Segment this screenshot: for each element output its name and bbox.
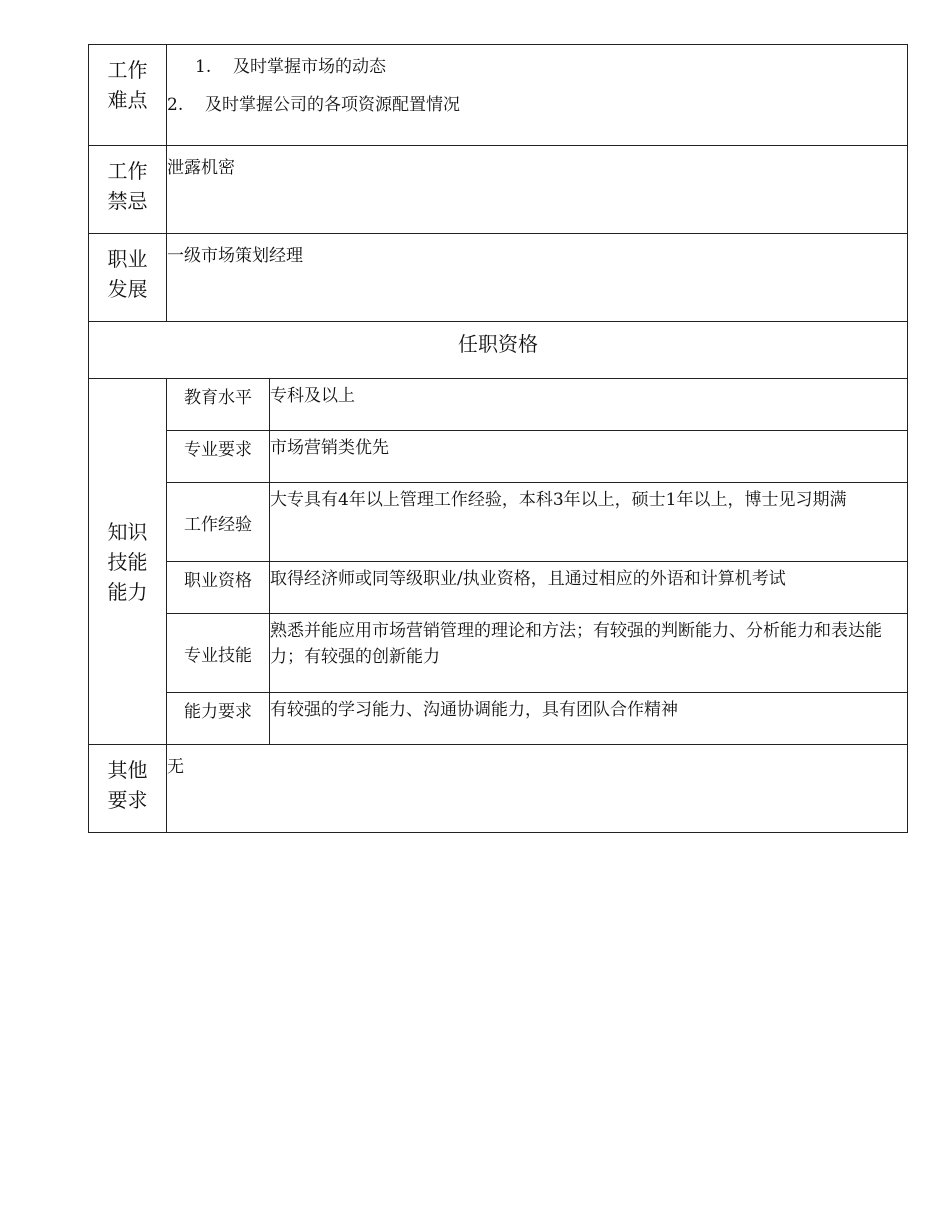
major-label: 专业要求 <box>167 431 270 483</box>
experience-label: 工作经验 <box>167 483 270 562</box>
difficulty-content <box>167 45 908 146</box>
taboo-label-line2: 禁忌 <box>107 189 148 213</box>
career-label <box>89 234 167 322</box>
certification-label: 职业资格 <box>167 562 270 614</box>
difficulty-item-1-text: 及时掌握市场的动态 <box>233 57 386 77</box>
qualifications-title: 任职资格 <box>89 322 908 379</box>
other-content: 无 <box>167 745 908 833</box>
career-label-line1: 职业 <box>107 247 148 271</box>
other-label-line2: 要求 <box>107 788 148 812</box>
job-description-table <box>88 44 908 833</box>
group-label-line3: 能力 <box>107 579 148 604</box>
qualification-row <box>89 379 908 431</box>
difficulty-item-2-text: 及时掌握公司的各项资源配置情况 <box>205 95 460 115</box>
qualification-row <box>89 693 908 745</box>
qualification-row <box>89 483 908 562</box>
taboo-row <box>89 146 908 234</box>
certification-value: 取得经济师或同等级职业/执业资格，且通过相应的外语和计算机考试 <box>270 562 908 614</box>
taboo-label <box>89 146 167 234</box>
difficulty-item-1 <box>167 55 907 79</box>
taboo-label-line1: 工作 <box>107 159 148 183</box>
difficulty-item-1-num: 1. <box>195 57 212 77</box>
education-label: 教育水平 <box>167 379 270 431</box>
group-label-line1: 知识 <box>107 519 148 544</box>
difficulty-item-2 <box>167 93 907 117</box>
professional-skills-label: 专业技能 <box>167 614 270 693</box>
difficulty-item-2-num: 2. <box>167 95 184 115</box>
difficulty-label-line1: 工作 <box>107 58 148 82</box>
career-content: 一级市场策划经理 <box>167 234 908 322</box>
taboo-content: 泄露机密 <box>167 146 908 234</box>
group-label-line2: 技能 <box>107 549 148 574</box>
qualification-row <box>89 562 908 614</box>
professional-skills-value: 熟悉并能应用市场营销管理的理论和方法；有较强的判断能力、分析能力和表达能力；有较强的创新能力 <box>270 614 908 693</box>
other-label <box>89 745 167 833</box>
difficulty-row <box>89 45 908 146</box>
qualification-row <box>89 614 908 693</box>
ability-label: 能力要求 <box>167 693 270 745</box>
career-row <box>89 234 908 322</box>
knowledge-skills-label <box>89 379 167 745</box>
career-label-line2: 发展 <box>107 277 148 301</box>
other-row <box>89 745 908 833</box>
ability-value: 有较强的学习能力、沟通协调能力，具有团队合作精神 <box>270 693 908 745</box>
other-label-line1: 其他 <box>107 758 148 782</box>
experience-value: 大专具有4年以上管理工作经验，本科3年以上，硕士1年以上，博士见习期满 <box>270 483 908 562</box>
education-value: 专科及以上 <box>270 379 908 431</box>
qualifications-header-row <box>89 322 908 379</box>
major-value: 市场营销类优先 <box>270 431 908 483</box>
difficulty-label <box>89 45 167 146</box>
qualification-row <box>89 431 908 483</box>
difficulty-label-line2: 难点 <box>107 88 148 112</box>
